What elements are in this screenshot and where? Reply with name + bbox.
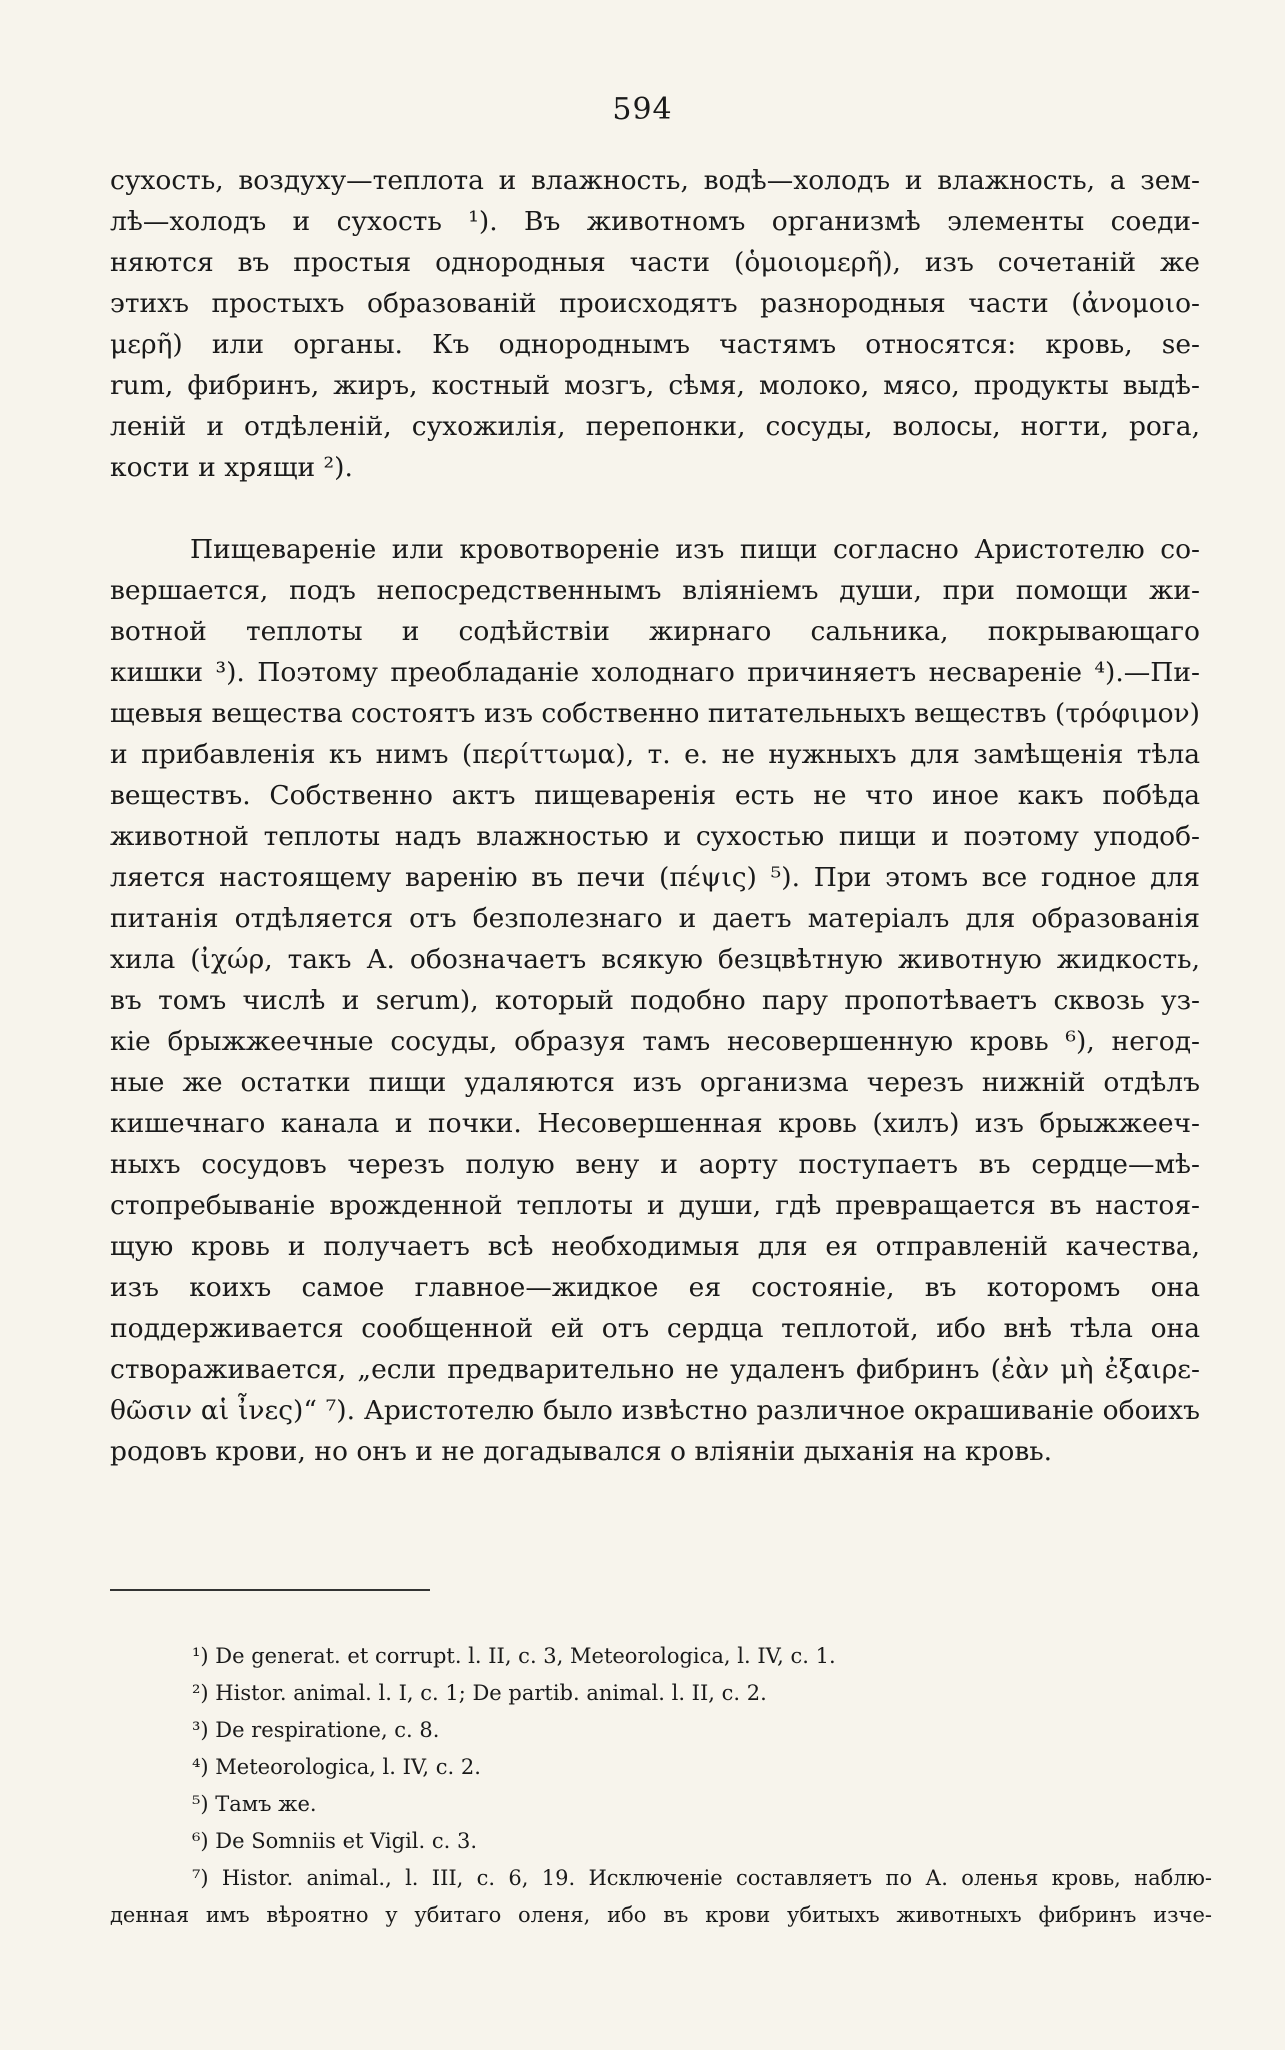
text-line: лѣ—холодъ и сухость ¹). Въ животномъ организмѣ элементы соеди-: [110, 206, 1200, 237]
footnote-1: ¹) De generat. et corrupt. l. II, c. 3, Meteorologica, l. IV, c. 1.: [192, 1644, 836, 1668]
text-line: ныхъ сосудовъ черезъ полую вену и аорту поступаетъ въ сердце—мѣ-: [110, 1149, 1200, 1180]
footnote-3: ³) De respiratione, c. 8.: [192, 1718, 440, 1742]
text-line: кишечнаго канала и почки. Несовершенная кровь (хилъ) изъ брыжжееч-: [110, 1108, 1200, 1139]
text-line: родовъ крови, но онъ и не догадывался о вліяніи дыханія на кровь.: [110, 1436, 1053, 1467]
text-line: няются въ простыя однородныя части (ὁμοιομερῆ), изъ сочетаній же: [110, 247, 1200, 278]
text-line-first: [110, 529, 1200, 570]
text-line: вершается, подъ непосредственнымъ вліяніемъ души, при помощи жи-: [110, 575, 1200, 606]
text-line: μερῆ) или органы. Къ однороднымъ частямъ относятся: кровь, se-: [110, 329, 1200, 360]
text-line: стопребываніе врожденной теплоты и души, гдѣ превращается въ настоя-: [110, 1190, 1200, 1221]
text-line: ляется настоящему варенію въ печи (πέψις) ⁵). При этомъ все годное для: [110, 862, 1200, 893]
text-line: вотной теплоты и содѣйствіи жирнаго сальника, покрывающаго: [110, 616, 1200, 647]
text-line: и прибавленія къ нимъ (περίττωμα), т. е. не нужныхъ для замѣщенія тѣла: [110, 739, 1200, 770]
text-line: θῶσιν αἱ ἶνες)“ ⁷). Аристотелю было извѣстно различное окрашиваніе обоихъ: [110, 1395, 1200, 1426]
text-line: щую кровь и получаетъ всѣ необходимыя для ея отправленій качества,: [110, 1231, 1200, 1262]
text-line: ные же остатки пищи удаляются изъ организма черезъ нижній отдѣлъ: [110, 1067, 1200, 1098]
text-line: кости и хрящи ²).: [110, 452, 353, 483]
text-line: животной теплоты надъ влажностью и сухостью пищи и поэтому уподоб-: [110, 821, 1200, 852]
text-line: веществъ. Собственно актъ пищеваренія есть не что иное какъ побѣда: [110, 780, 1200, 811]
text-line: въ томъ числѣ и serum), который подобно пару пропотѣваетъ сквозь уз-: [110, 985, 1200, 1016]
footnote-7-continuation: денная имъ вѣроятно у убитаго оленя, ибо въ крови убитыхъ животныхъ фибринъ изче-: [110, 1903, 1212, 1927]
text-line: кишки ³). Поэтому преобладаніе холоднаго причиняетъ несвареніе ⁴).—Пи-: [110, 657, 1200, 688]
text-line: щевыя вещества состоятъ изъ собственно питательныхъ веществъ (τρόφιμον): [110, 698, 1201, 729]
text-line: этихъ простыхъ образованій происходятъ разнородныя части (ἀνομοιο-: [110, 288, 1200, 319]
footnote-2: ²) Histor. animal. l. I, c. 1; De partib. animal. l. II, c. 2.: [192, 1681, 767, 1705]
footnote-4: ⁴) Meteorologica, l. IV, c. 2.: [192, 1755, 481, 1779]
text-line: сухость, воздуху—теплота и влажность, водѣ—холодъ и влажность, а зем-: [110, 165, 1200, 196]
text-line: леній и отдѣленій, сухожилія, перепонки, сосуды, волосы, ногти, рога,: [110, 411, 1200, 442]
text-line-content: Пищевареніе или кровотвореніе изъ пищи согласно Аристотелю со-: [190, 534, 1200, 565]
footnotes: [110, 1638, 1212, 1934]
text-line: изъ коихъ самое главное—жидкое ея состояніе, въ которомъ она: [110, 1272, 1200, 1303]
main-text: [110, 160, 1200, 1472]
footnote-divider: [110, 1589, 430, 1591]
paragraph-2: [110, 529, 1200, 1472]
text-line: кіе брыжжеечные сосуды, образуя тамъ несовершенную кровь ⁶), негод-: [110, 1026, 1200, 1057]
text-line: поддерживается сообщенной ей отъ сердца теплотой, ибо внѣ тѣла она: [110, 1313, 1200, 1344]
paragraph-1: [110, 160, 1200, 488]
footnote-6: ⁶) De Somniis et Vigil. c. 3.: [192, 1829, 478, 1853]
text-line: хила (ἰχώρ, такъ А. обозначаетъ всякую безцвѣтную животную жидкость,: [110, 944, 1200, 975]
text-line: питанія отдѣляется отъ безполезнаго и даетъ матеріалъ для образованія: [110, 903, 1200, 934]
footnote-5: ⁵) Тамъ же.: [192, 1792, 317, 1816]
footnote-7: ⁷) Histor. animal., l. III, c. 6, 19. Исключеніе составляетъ по А. оленья кровь, наблю-: [192, 1866, 1212, 1890]
text-line: створаживается, „если предварительно не удаленъ фибринъ (ἐὰν μὴ ἐξαιρε-: [110, 1354, 1200, 1385]
text-line: rum, фибринъ, жиръ, костный мозгъ, сѣмя, молоко, мясо, продукты выдѣ-: [110, 370, 1200, 401]
page-number: 594: [612, 92, 673, 127]
